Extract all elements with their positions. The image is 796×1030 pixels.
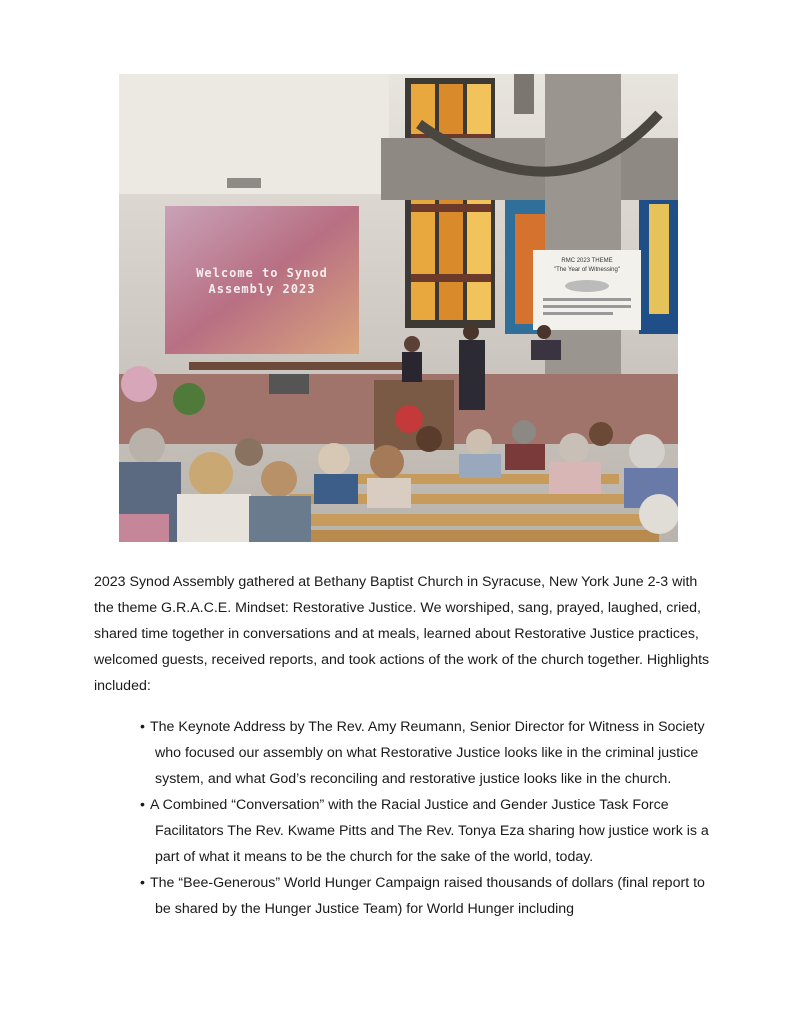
screen-text-line-2: Assembly 2023 <box>208 282 316 296</box>
highlight-text: The “Bee-Generous” World Hunger Campaign raised thousands of dollars (final report to be shared by the Hunger Justice Team) for World Hunger including <box>150 875 705 917</box>
highlight-text: The Keynote Address by The Rev. Amy Reumann, Senior Director for Witness in Society who focused our assembly on what Restorative Justice looks like in the criminal justice system, and what God’s reconciling and restorative justice looks like in the church. <box>150 719 705 787</box>
projection-screen <box>165 206 359 354</box>
bullet-glyph: • <box>140 797 145 813</box>
highlight-item <box>130 714 710 792</box>
assembly-summary-paragraph: 2023 Synod Assembly gathered at Bethany Baptist Church in Syracuse, New York June 2-3 with the theme G.R.A.C.E. Mindset: Restorative Justice. We worshiped, sang, prayed, laughed, cried, shared time together in conversations and at meals, learned about Restorative Justice practices, welcomed guests, received reports, and took actions of the work of the church together. Highlights included: <box>94 574 710 694</box>
bullet-glyph: • <box>140 719 145 735</box>
highlight-item <box>130 870 710 922</box>
highlight-text: A Combined “Conversation” with the Racial Justice and Gender Justice Task Force Facilitators The Rev. Kwame Pitts and The Rev. Tonya Eza sharing how justice work is a part of what it means to be the church for the sake of the world, today. <box>150 797 709 865</box>
synod-assembly-photo <box>119 74 678 542</box>
banner-line-1: RMC 2023 THEME <box>561 258 613 264</box>
banner-line-2: "The Year of Witnessing" <box>554 267 620 273</box>
highlights-list <box>130 714 710 922</box>
screen-text-line-1: Welcome to Synod <box>196 266 328 280</box>
highlight-item <box>130 792 710 870</box>
bullet-glyph: • <box>140 875 145 891</box>
